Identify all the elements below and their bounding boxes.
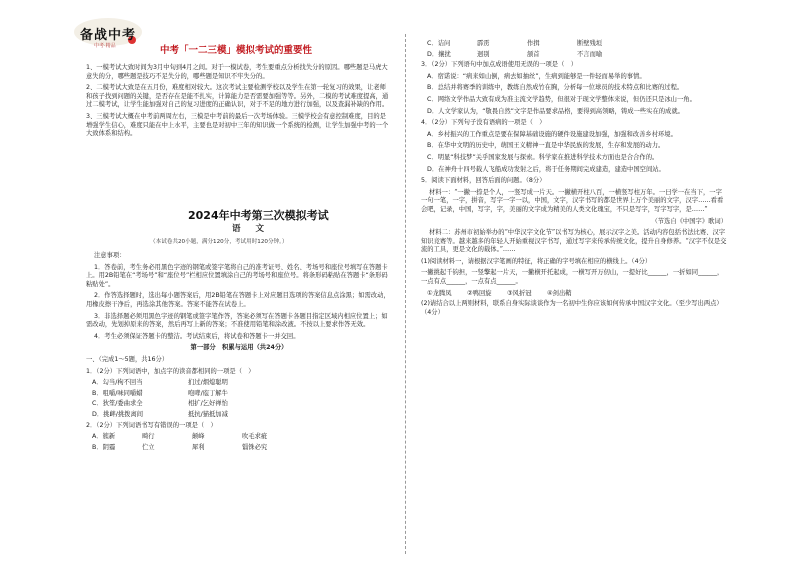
option[interactable]: C．狄笙/委曲求全 <box>92 400 143 408</box>
notice-item: 4．考生必须保证答题卡的整洁。考试结束后，将试卷和答题卡一并交回。 <box>94 332 300 340</box>
option[interactable]: 断壁残垣 <box>577 40 603 47</box>
option[interactable]: B．咀嚼/味同嚼蜡 <box>92 389 143 397</box>
question-stem: 4．（2分）下列句子没有语病的一项是（ ） <box>421 119 546 127</box>
notice-item: 2．作答选择题时，选出每小题答案后，用2B铅笔在答题卡上对应题目选项的答案信息点涂黑；如需改动，用橡皮擦干净后，再选涂其他答案。答案不能答在试卷上。 <box>86 292 390 308</box>
reading-material: 材料一：“一撇一捺是个人，一竖写成一片天。一撇横开柱八百，一横竖写柱万年。一曰学一在当下，一字一句一笔，一字，拼音，写字一字一以，中国，文字，汉字书写的都是世界上万个美丽的文字，汉字……看看会吧，记录，中国，写字，字，美丽的文字成为精美的人类文化瑰宝，不只是写字，写字写字，是……” <box>421 188 724 213</box>
exam-subject: 语 文 <box>232 224 270 234</box>
fill-in-blanks[interactable]: 一撇挑起千钧担，一竖擎起一片天，一撇横开托起成，一横写开万仞山，一提好比______，一折如同______，一点有点______，一点有点______。 <box>421 269 724 286</box>
logo-text: 备战中考 <box>80 28 137 43</box>
option[interactable]: B．总结并将赛季的训练中，教练自然成竹在胸，分析每一位球员的技术特点和比赛的过程。 <box>427 84 684 92</box>
part-heading: 第一部分 积累与运用（共24分） <box>190 344 288 352</box>
option-row <box>92 444 392 453</box>
option[interactable]: 咆哮/庖丁解牛 <box>188 389 228 397</box>
choice[interactable]: ①龙腾凤 <box>427 289 452 297</box>
sub-question: (2)请结合以上两则材料，联系自身实际谈谈作为一名初中生你应该如何传承中国汉字文化。（至少写出两点）（4分） <box>421 300 723 316</box>
question-stem: 5．阅读下面材料，回答后面的问题。（8分） <box>421 177 546 185</box>
notice-item: 1．答卷前，考生务必用黑色字迹的钢笔或签字笔将自己的准考证号、姓名、考场号和座位号填写在答题卡上。用2B铅笔在“考场号”和“座位号”栏相应位置填涂自己的考场号和座位号。将条形码粘贴在答题卡“条形码粘贴处”。 <box>86 263 388 288</box>
question-stem: 2．（2分）下列词语书写有错误的一项是（ ） <box>86 421 217 429</box>
option[interactable]: C．网络文学作品大致有成为准主流文学趋势，但很对于现文学整体来说，但仍还只是冰山一角。 <box>427 95 696 103</box>
banner-title: 中考「一二三模」模拟考试的重要性 <box>160 45 313 56</box>
notice-section <box>86 252 392 454</box>
notice-item: 3．非选择题必须用黑色字迹的钢笔或签字笔作答，答案必须写在答题卡各题目指定区域内相应位置上；如需改动，先划掉原来的答案，然后再写上新的答案；不准使用铅笔和涂改液。不按以上要求作答无效。 <box>86 312 388 329</box>
importance-paragraph: 1、一模考试大致时间为3月中旬到4月之间。对于一模试卷，考生要重点分析找失分的原因。哪些题是马虎大意失的分，哪些题是技巧不足失分的，哪些题是知识不牢失分的。 <box>86 64 388 80</box>
brand-logo <box>72 10 144 52</box>
exam-title: 2024年中考第三次模拟考试 <box>188 209 329 222</box>
choice[interactable]: ③风折冠 <box>507 289 532 297</box>
option[interactable]: 畸行 <box>142 433 155 441</box>
option[interactable]: D．人文学家认为，“敬畏自然”文字是作品要求品格，要得到高领略，铸成一些实在的成就。 <box>427 107 684 115</box>
option[interactable]: 颔首 <box>527 50 540 58</box>
option[interactable]: 作揖 <box>527 40 540 47</box>
option[interactable]: 不言而喻 <box>577 50 603 58</box>
question-stem: 1．（2分）下列词语中，加点字的读音都相同的一项是（ ） <box>86 367 255 375</box>
option[interactable]: 锱铢必究 <box>242 443 268 451</box>
importance-paragraph: 3、三模考试大概在中考前两周左右，三模是中考前的最后一次考场体验。三模学校会有意控制难度，目的是增强学生信心，难度只能在中上水平，主要也是对初中三年的知识做一个系统的检测，让学生加强中考的一个大致体系和结构。 <box>86 112 389 138</box>
option[interactable]: 迥别 <box>477 50 490 58</box>
material-source: （节选自《中国字》歌词） <box>651 217 727 225</box>
option[interactable]: B．阴霾 <box>92 443 116 451</box>
option[interactable]: A．宿诺说：“病来如山倒，病去如抽丝”，生病到能够是一件轻而易举的事情。 <box>427 72 646 80</box>
option[interactable]: D．攘扰 <box>427 50 451 58</box>
reading-material: 材料二：苏州市初始举办的“中华汉字文化节”以书写为核心，展示汉字之美。活动内容包括书法比赛、汉字知识竞赛等。越来越多的年轻人开始重视汉字书写，通过写字来传承传统文化，提升自身修养。“汉字不仅是交流的工具，更是文化的载体。”…… <box>421 229 727 254</box>
notice-heading: 注意事项： <box>94 252 126 259</box>
option-row <box>92 390 392 399</box>
option[interactable]: 扪过/烟熄聪明 <box>188 379 228 387</box>
option[interactable]: 颠峰 <box>192 433 205 441</box>
question-stem: 3．（2分）下列语句中加点成语使用无误的一项是（ ） <box>421 61 577 69</box>
option-row <box>92 433 392 442</box>
option[interactable]: 抵抗/猫抵加减 <box>188 410 228 418</box>
column-divider <box>405 34 406 554</box>
importance-paragraph: 2、二模考试大致是在五月份，难度相对较大。这次考试主要检测学校以及学生在第一轮复习的效果，让老师和孩子找到问题的关键，是否存在是能不扎实，计算能力是否需要加强等等。另外，二模的考试难度提高，通过二模考试，让学生能加强对自己的复习进度的正确认识，对于不足的地方进行加强，以及查漏补缺的作用。 <box>86 84 389 109</box>
option[interactable]: D．挑衅/挑拨离间 <box>92 410 144 418</box>
logo-subtext: 中考·精品 <box>94 43 116 49</box>
exam-info: （本试卷共20小题，满分120分，考试用时120分钟。） <box>150 239 288 245</box>
option-row <box>92 411 392 420</box>
option[interactable]: 吹毛求疵 <box>242 433 268 441</box>
option[interactable]: 相扩/乞好禅怡 <box>188 400 228 408</box>
section-heading: 一、（完成1～5题，共16分） <box>86 355 169 363</box>
choice-row <box>427 290 727 299</box>
sub-question: (1)阅读材料一，请根据汉字笔画的特征，将正确的字号填在相应的横线上。（4分） <box>421 257 652 265</box>
option[interactable]: 伫立 <box>142 443 155 451</box>
option[interactable]: C．诘问 <box>427 40 451 47</box>
option[interactable]: D．在神舟十四号载人飞船成功发射之后，将于任务期间完成建造，建造中国空间站。 <box>427 165 665 173</box>
option[interactable]: 犀利 <box>192 443 205 451</box>
option[interactable]: B．在华中文明的历史中，萌国王义精神一直是中华民族的发展，生存和发展的动力。 <box>427 142 665 150</box>
choice[interactable]: ②鸭回旋 <box>467 289 492 297</box>
left-column <box>86 64 392 142</box>
right-column <box>421 40 727 320</box>
option-row <box>427 51 727 60</box>
option[interactable]: A．簇新 <box>92 433 116 441</box>
option[interactable]: C．明显“科技梦”关乎国家发展与探索。科学家在推进科学技术方面也是合合作的。 <box>427 153 659 161</box>
option-row <box>92 400 392 409</box>
choice[interactable]: ④剑出鞘 <box>547 289 572 297</box>
option[interactable]: A．乡村振兴的工作重点是要在保障基础设施的硬件设施建设加强，加强和改善乡村环境。 <box>427 130 677 138</box>
option-row <box>92 379 392 388</box>
option-row <box>427 40 727 49</box>
option[interactable]: A．勾当/枸不回当 <box>92 379 143 387</box>
option[interactable]: 霹雳 <box>477 40 490 47</box>
